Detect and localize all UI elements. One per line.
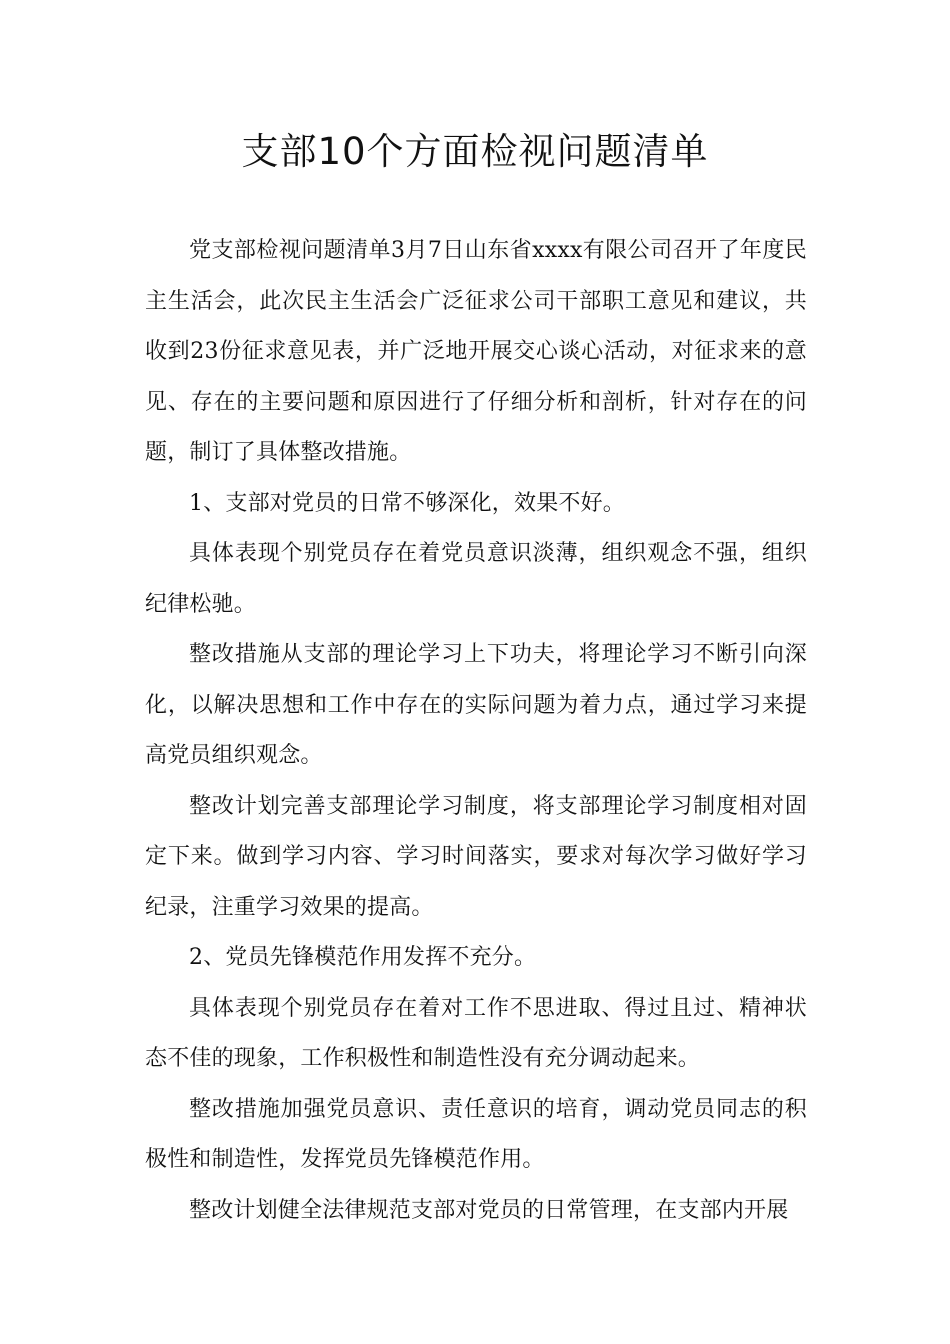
paragraph-issue-1-plan: 整改计划完善支部理论学习制度，将支部理论学习制度相对固定下来。做到学习内容、学习时间落实，要求对每次学习做好学习纪录，注重学习效果的提高。 (145, 793, 807, 920)
paragraph-issue-1-measures: 整改措施从支部的理论学习上下功夫，将理论学习不断引向深化，以解决思想和工作中存在的实际问题为着力点，通过学习来提高党员组织观念。 (145, 642, 807, 768)
paragraph-issue-2-measures: 整改措施加强党员意识、责任意识的培育，调动党员同志的积极性和制造性，发挥党员先锋模范作用。 (145, 1096, 807, 1172)
paragraph-issue-1-manifestation: 具体表现个别党员存在着党员意识淡薄，组织观念不强，组织纪律松驰。 (145, 541, 807, 617)
paragraph-intro: 党支部检视问题清单3月7日山东省xxxx有限公司召开了年度民主生活会，此次民主生活会广泛征求公司干部职工意见和建议，共收到23份征求意见表，并广泛地开展交心谈心活动，对征求来的意见、存在的主要问题和原因进行了仔细分析和剖析，针对存在的问题，制订了具体整改措施。 (145, 238, 807, 465)
paragraph-issue-2-heading: 2、党员先锋模范作用发挥不充分。 (189, 945, 537, 970)
document-title: 支部10个方面检视问题清单 (241, 130, 709, 173)
paragraph-issue-2-plan: 整改计划健全法律规范支部对党员的日常管理，在支部内开展 (189, 1197, 789, 1223)
paragraph-issue-2-manifestation: 具体表现个别党员存在着对工作不思进取、得过且过、精神状态不佳的现象，工作积极性和制造性没有充分调动起来。 (145, 995, 807, 1071)
document-body (145, 226, 807, 1236)
paragraph-issue-1-heading: 1、支部对党员的日常不够深化，效果不好。 (189, 490, 625, 516)
